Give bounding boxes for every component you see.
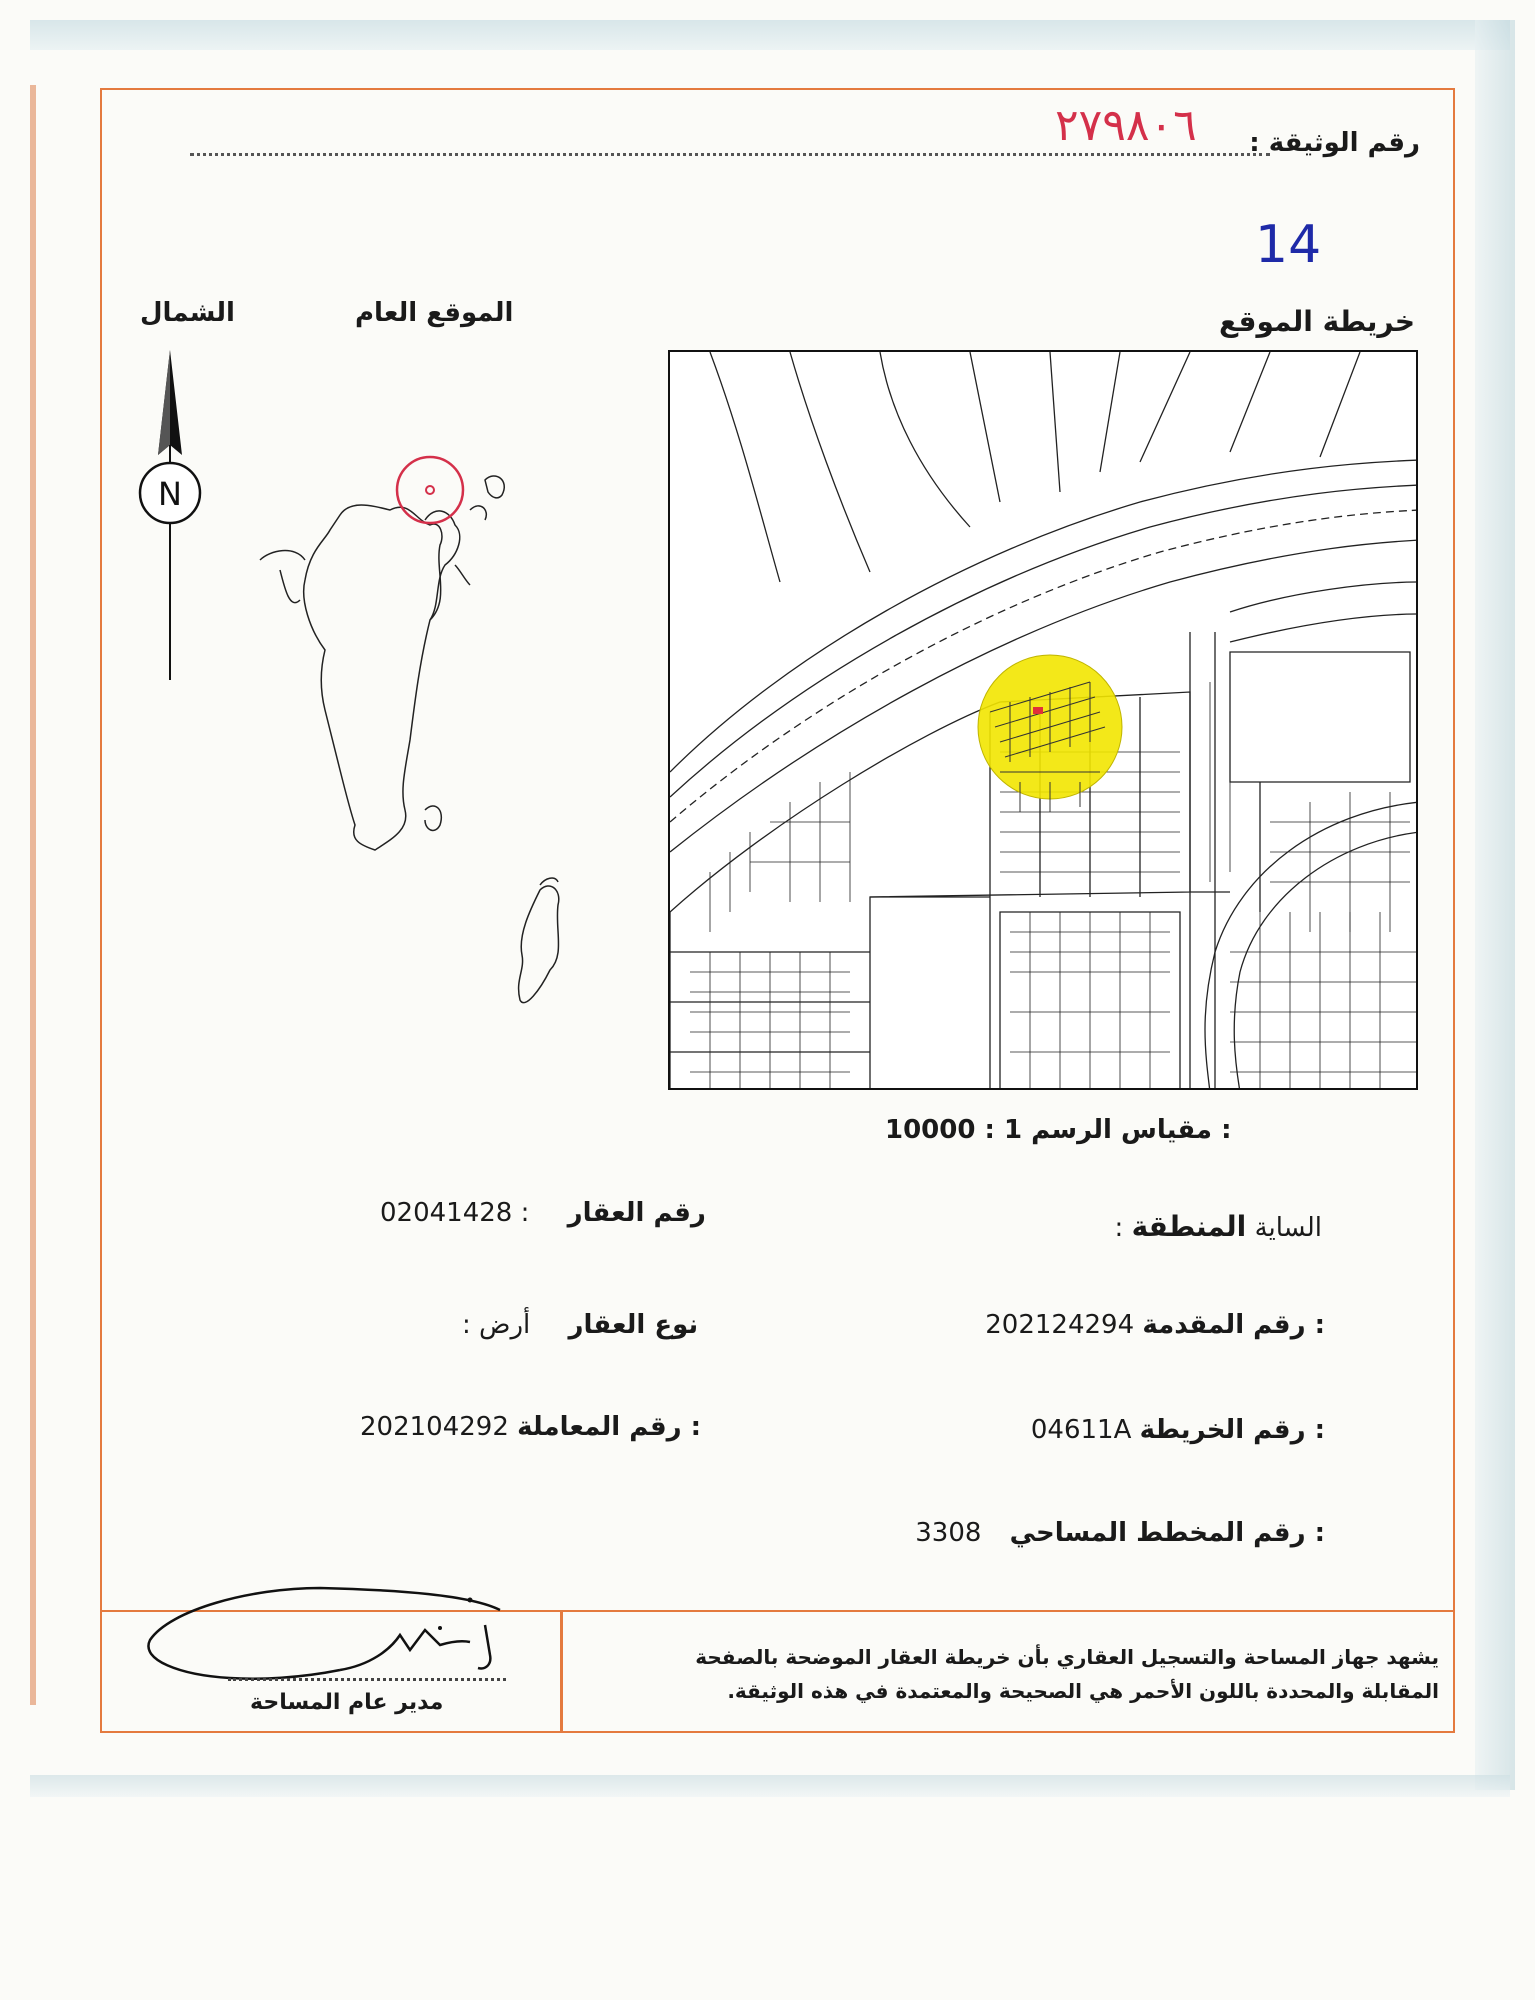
signature-title: مدير عام المساحة — [250, 1690, 444, 1715]
certification-line-1: يشهد جهاز المساحة والتسجيل العقاري بأن خريطة العقار الموضحة بالصفحة — [695, 1645, 1439, 1669]
transaction-number-row — [360, 1412, 701, 1442]
handwritten-page-number: 14 — [1255, 215, 1322, 275]
doc-number-label: رقم الوثيقة : — [1249, 128, 1420, 158]
site-map-title: خريطة الموقع — [1218, 305, 1415, 338]
map-number-value: 04611A — [1030, 1415, 1132, 1445]
certification-text — [639, 1640, 1439, 1708]
map-number-row — [1031, 1415, 1325, 1445]
general-location-title: الموقع العام — [355, 298, 514, 328]
map-number-label: رقم الخريطة : — [1139, 1415, 1325, 1445]
certification-line-2: المقابلة والمحددة باللون الأحمر هي الصحيحة والمعتمدة في هذه الوثيقة. — [727, 1679, 1439, 1703]
scan-edge-bottom — [30, 1775, 1510, 1797]
scan-edge-top — [30, 20, 1510, 50]
doc-number-dotted-line — [190, 153, 1270, 156]
signature-dotted-line — [228, 1678, 506, 1681]
scale-value: 10000 : 1 — [885, 1115, 1023, 1145]
area-row — [1055, 1210, 1322, 1243]
property-type-value: أرض : — [462, 1310, 531, 1340]
certification-divider — [560, 1612, 563, 1732]
scan-edge-right — [1475, 20, 1515, 1790]
property-number-label: رقم العقار — [567, 1198, 706, 1228]
north-arrow-icon — [130, 345, 210, 690]
property-type-label: نوع العقار — [568, 1310, 699, 1340]
survey-plan-value: 3308 — [915, 1518, 982, 1548]
property-type-row — [462, 1310, 698, 1340]
transaction-number-label: رقم المعاملة : — [517, 1412, 702, 1442]
application-number-label: رقم المقدمة : — [1142, 1310, 1325, 1340]
scale-row — [885, 1115, 1231, 1145]
area-value: : الساية — [1114, 1213, 1322, 1243]
transaction-number-value: 202104292 — [360, 1412, 509, 1442]
north-letter: N — [158, 475, 182, 513]
site-map — [668, 350, 1418, 1090]
doc-number-handwritten: ٢٧٩٨٠٦ — [1055, 100, 1197, 151]
survey-plan-label: رقم المخطط المساحي : — [1009, 1518, 1325, 1548]
bahrain-location-map — [240, 370, 600, 1030]
application-number-row — [985, 1310, 1325, 1340]
scale-label: مقياس الرسم : — [1031, 1115, 1232, 1145]
survey-plan-row — [915, 1518, 1325, 1548]
area-label: المنطقة — [1131, 1210, 1247, 1243]
scan-edge-left — [30, 85, 36, 1705]
property-number-row — [380, 1198, 706, 1228]
north-title: الشمال — [140, 298, 235, 328]
application-number-value: 202124294 — [985, 1310, 1135, 1340]
property-number-value: 02041428 : — [380, 1198, 530, 1228]
